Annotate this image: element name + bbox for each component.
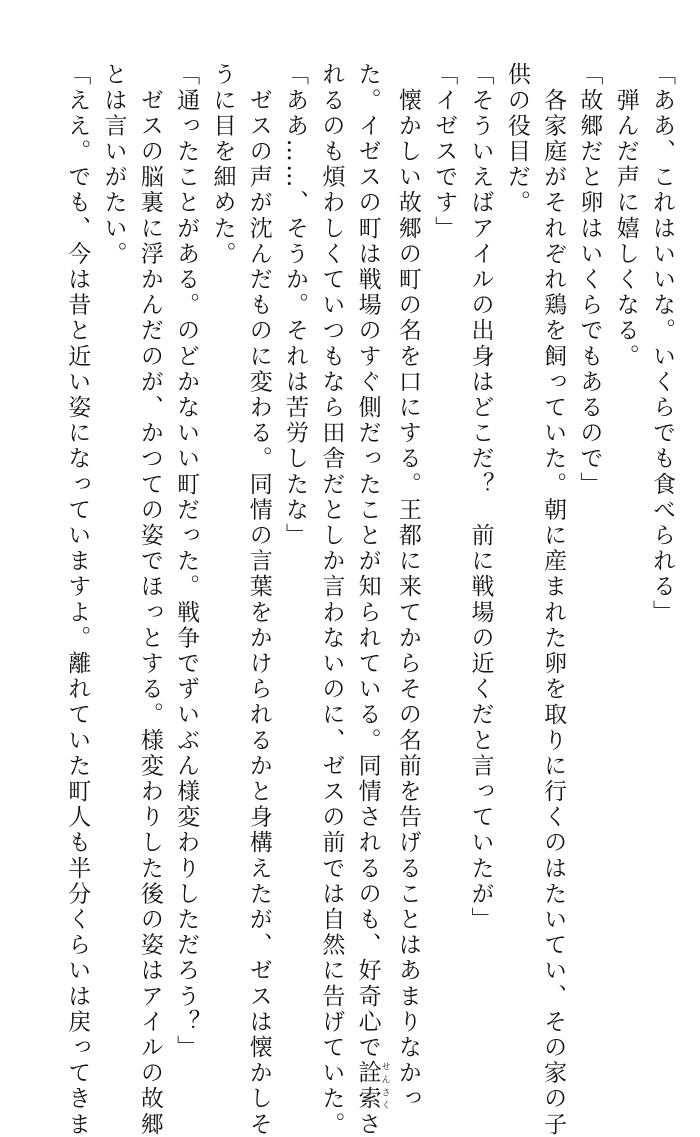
text-line-12: ゼスの声が沈んだものに変わる。同情の言葉をかけられるかと身構えたが、ゼスは懐かしそ — [245, 62, 272, 1137]
text-line-2: 弾んだ声に嬉しくなる。 — [612, 62, 639, 370]
ruby-reading: せんさく — [379, 1060, 390, 1112]
text-line-1: 「ああ、これはいいな。いくらでも食べられる」 — [649, 62, 675, 626]
text-line-7: 「イゼスです」 — [431, 62, 458, 242]
vertical-text-body — [59, 62, 680, 1137]
text-line-5: 供の役目だ。 — [503, 62, 530, 216]
text-line-13: うに目を細めた。 — [209, 62, 236, 267]
text-line-14: 「通ったことがある。のどかないい町だった。戦争でずいぶん様変わりしただろう？」 — [173, 62, 200, 1061]
text-line-8: 懐かしい故郷の町の名を口にする。王都に来てからその名前を告げることはあまりなかっ — [394, 62, 421, 1112]
text-line-10: れるのも煩わしくていつもなら田舎だとしか言わないのに、ゼスの前では自然に告げていた。 — [318, 62, 345, 1137]
text-line-6: 「そういえばアイルの出身はどこだ？ 前に戦場の近くだと言っていたが」 — [467, 62, 494, 933]
ruby-base: 詮索 — [354, 1060, 381, 1112]
ruby-tail: さ — [354, 1111, 381, 1137]
ruby-annotation — [354, 1060, 390, 1112]
text-line-16: とは言いがたい。 — [100, 62, 127, 267]
text-line-9-main: た。イゼスの町は戦場のすぐ側だったことが知られている。同情されるのも、好奇心で — [354, 62, 381, 1061]
text-line-4: 各家庭がそれぞれ鶏を飼っていた。朝に産まれた卵を取りに行くのはたいてい、その家の子 — [540, 62, 567, 1137]
text-line-11: 「ああ……、そうか。それは苦労したな」 — [282, 62, 309, 549]
text-line-3: 「故郷だと卵はいくらでもあるので」 — [576, 62, 603, 498]
text-line-15: ゼスの脳裏に浮かんだのが、かつての姿でほっとする。様変わりした後の姿はアイルの故郷 — [136, 62, 163, 1137]
text-line-9 — [349, 62, 390, 1137]
text-line-17: 「ええ。でも、今は昔と近い姿になっていますよ。離れていた町人も半分くらいは戻ってきま — [64, 62, 91, 1137]
